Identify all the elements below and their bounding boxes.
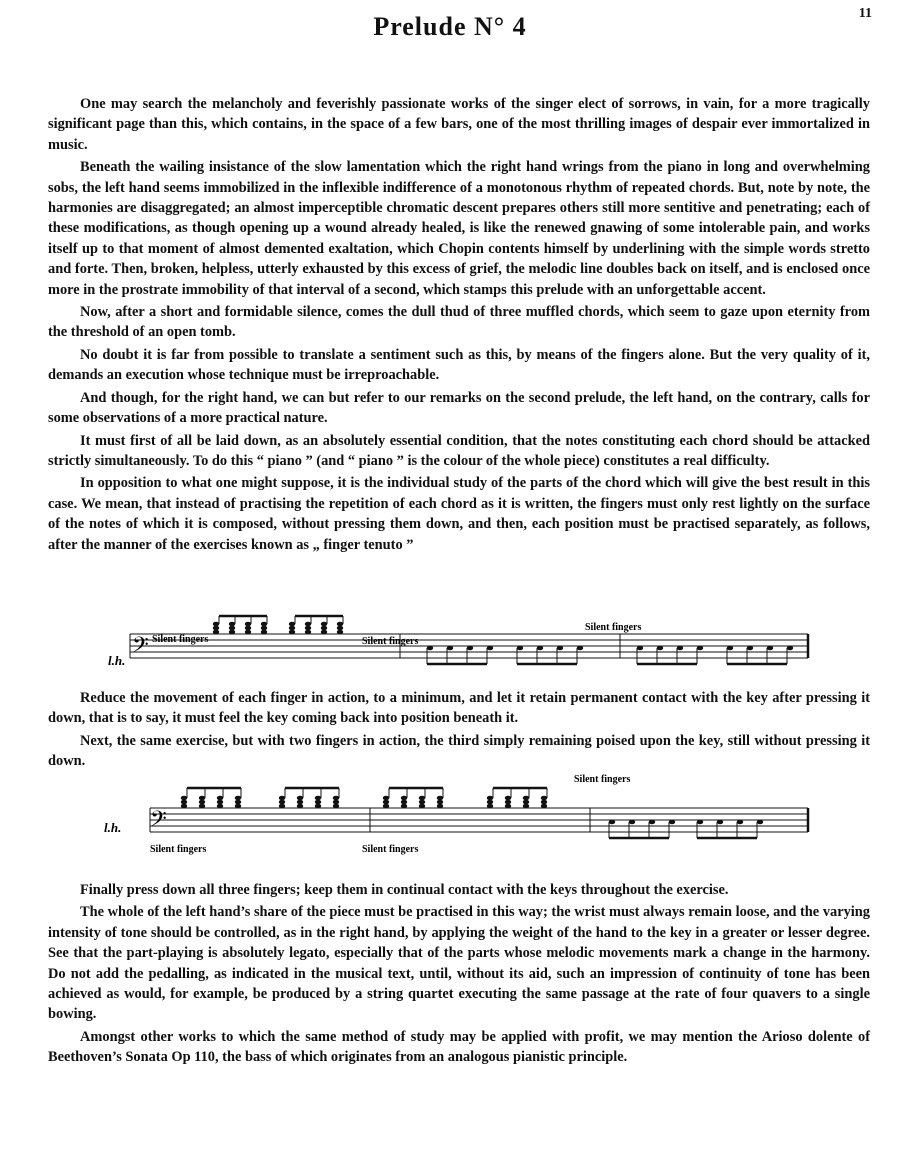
note-head-chord (181, 796, 187, 801)
note-head-chord (437, 800, 443, 805)
note-head-chord (289, 622, 295, 627)
staff-example-2 (0, 770, 900, 870)
note-head-chord (261, 622, 267, 627)
silent-label: Silent fingers (574, 774, 631, 785)
music-example-2 (0, 770, 900, 870)
note-head-chord (261, 626, 267, 631)
note-head-chord (383, 804, 389, 809)
note-head-chord (487, 804, 493, 809)
note-head-chord (305, 630, 311, 635)
note-head (787, 646, 793, 651)
note-head-chord (229, 626, 235, 631)
note-head-chord (333, 804, 339, 809)
note-head (757, 820, 763, 825)
note-head-chord (305, 626, 311, 631)
note-head (747, 646, 753, 651)
note-head-chord (333, 800, 339, 805)
silent-label: Silent fingers (362, 636, 419, 647)
note-head-chord (181, 800, 187, 805)
note-head-chord (321, 630, 327, 635)
note-head-chord (261, 630, 267, 635)
note-head (487, 646, 493, 651)
note-head-chord (315, 804, 321, 809)
note-head-chord (245, 622, 251, 627)
note-head-chord (235, 800, 241, 805)
note-head-chord (199, 796, 205, 801)
note-head-chord (217, 804, 223, 809)
note-head-chord (437, 796, 443, 801)
paragraph: The whole of the left hand’s share of the piece must be practised in this way; the wrist must always remain loose, and the varying intensity of tone should be controlled, as in the right hand, by applying the weight of the hand to the key in a greater or lesser degree. See that the part-playing is absolutely legato, especially that of the parts whose melodic movements mark a change in the harmony. Do not add the pedalling, as indicated in the musical text, until, without its aid, such an impression of continuity of tone has been achieved as would, for example, be produced by a string quartet executing the same passage at the rate of four quavers to a single bowing. (48, 904, 870, 1023)
note-head-chord (213, 630, 219, 635)
note-head-chord (181, 804, 187, 809)
hand-label: l.h. (108, 653, 126, 668)
note-head (427, 646, 433, 651)
note-head-chord (217, 800, 223, 805)
music-example-1 (0, 612, 900, 674)
note-head-chord (487, 796, 493, 801)
note-head-chord (199, 800, 205, 805)
notes-group (181, 788, 763, 838)
note-head-chord (229, 622, 235, 627)
note-head-chord (213, 626, 219, 631)
note-head-chord (213, 622, 219, 627)
note-head-chord (505, 796, 511, 801)
paragraph: It must first of all be laid down, as an absolutely essential condition, that the notes constituting each chord should be attacked strictly simultaneously. To do this “ piano ” (and “ piano ” is the colour of the whole piece) constitutes a real difficulty. (48, 432, 870, 469)
body-text-top (48, 94, 870, 557)
paragraph: Reduce the movement of each finger in action, to a minimum, and let it retain permanent contact with the key after pressing it down, that is to say, it must feel the key coming back into position beneath it. (48, 690, 870, 727)
note-head-chord (297, 804, 303, 809)
note-head-chord (541, 800, 547, 805)
note-head (637, 646, 643, 651)
note-head (657, 646, 663, 651)
note-head-chord (419, 796, 425, 801)
paragraph: Finally press down all three fingers; keep them in continual contact with the keys throughout the exercise. (80, 882, 729, 898)
staff-example-1 (0, 612, 900, 674)
note-head-chord (279, 804, 285, 809)
hand-label: l.h. (104, 820, 122, 835)
silent-label: Silent fingers (585, 622, 642, 633)
note-head-chord (297, 800, 303, 805)
body-text-bottom (48, 880, 870, 1070)
note-head-chord (315, 796, 321, 801)
note-head-chord (383, 796, 389, 801)
note-head (517, 646, 523, 651)
note-head (697, 646, 703, 651)
note-head (649, 820, 655, 825)
paragraph: No doubt it is far from possible to translate a sentiment such as this, by means of the fingers alone. But the very quality of it, demands an execution whose technique must be irreproachable. (48, 346, 870, 384)
note-head-chord (523, 800, 529, 805)
note-head-chord (383, 800, 389, 805)
note-head-chord (505, 804, 511, 809)
note-head-chord (337, 626, 343, 631)
note-head (727, 646, 733, 651)
note-head-chord (279, 796, 285, 801)
page-title: Prelude N° 4 (373, 12, 527, 41)
note-head-chord (289, 630, 295, 635)
silent-label: Silent fingers (152, 634, 209, 645)
note-head-chord (321, 622, 327, 627)
paragraph: Beneath the wailing insistance of the slow lamentation which the right hand wrings from the piano in long and overwhelming sobs, the left hand seems immobilized in the inflexible indifference of a monotonous rhythm of repeated chords. But, note by note, the harmonies are disaggregated; an almost imperceptible chromatic descent prepares others still more sentitive and penetrating; each of these modifications, as though opening up a wound already healed, is like the renewed gnawing of some intolerable pain, and works itself up to that moment of almost demented exaltation, which Chopin contents himself by underlining with the simple words stretto and forte. Then, broken, helpless, utterly exhausted by this excess of grief, the melodic line doubles back on itself, and is enclosed once more in the prostrate immobility of that interval of a second, which stamps this prelude with an unforgettable accent. (48, 159, 870, 298)
note-head (557, 646, 563, 651)
note-head-chord (541, 804, 547, 809)
note-head (577, 646, 583, 651)
silent-label: Silent fingers (150, 844, 207, 855)
note-head-chord (229, 630, 235, 635)
note-head-chord (401, 804, 407, 809)
note-head-chord (315, 800, 321, 805)
note-head-chord (235, 796, 241, 801)
bass-clef-icon: 𝄢 (132, 633, 149, 663)
body-text-middle (48, 688, 870, 774)
note-head (697, 820, 703, 825)
note-head-chord (437, 804, 443, 809)
note-head (737, 820, 743, 825)
note-head-chord (305, 622, 311, 627)
note-head (669, 820, 675, 825)
note-head-chord (487, 800, 493, 805)
paragraph: Amongst other works to which the same method of study may be applied with profit, we may mention the Arioso dolente of Beethoven’s Sonata Op 110, the bass of which originates from an analogous pianistic principle. (48, 1028, 870, 1066)
note-head-chord (333, 796, 339, 801)
note-head-chord (523, 804, 529, 809)
note-head (447, 646, 453, 651)
note-head (717, 820, 723, 825)
paragraph: One may search the melancholy and feverishly passionate works of the singer elect of sorrows, in vain, for a more tragically significant page than this, which contains, in the space of a few bars, one of the most thrilling images of despair ever immortalized in music. (48, 96, 870, 153)
note-head-chord (321, 626, 327, 631)
paragraph: Now, after a short and formidable silence, comes the dull thud of three muffled chords, which seem to gaze upon eternity from the threshold of an open tomb. (48, 304, 870, 341)
note-head-chord (199, 804, 205, 809)
note-head (537, 646, 543, 651)
note-head-chord (401, 796, 407, 801)
note-head-chord (245, 626, 251, 631)
note-head-chord (337, 630, 343, 635)
note-head-chord (235, 804, 241, 809)
note-head-chord (337, 622, 343, 627)
note-head-chord (217, 796, 223, 801)
note-head-chord (419, 800, 425, 805)
note-head (467, 646, 473, 651)
note-head-chord (289, 626, 295, 631)
note-head-chord (419, 804, 425, 809)
silent-label: Silent fingers (362, 844, 419, 855)
note-head (677, 646, 683, 651)
bass-clef-icon: 𝄢 (150, 807, 167, 837)
page-number: 11 (858, 6, 872, 21)
note-head-chord (505, 800, 511, 805)
paragraph: In opposition to what one might suppose, it is the individual study of the parts of the chord which will give the best result in this case. We mean, that instead of practising the repetition of each chord as it is written, the fingers must only rest lightly on the surface of the notes of which it is composed, without pressing them down, and then, each position must be practised separately, as follows, after the manner of the exercises known as „ finger tenuto ” (48, 475, 870, 553)
note-head-chord (245, 630, 251, 635)
note-head-chord (297, 796, 303, 801)
note-head-chord (523, 796, 529, 801)
note-head (609, 820, 615, 825)
note-head (629, 820, 635, 825)
paragraph: Next, the same exercise, but with two fingers in action, the third simply remaining poised upon the key, still without pressing it down. (48, 732, 870, 770)
note-head (767, 646, 773, 651)
note-head-chord (401, 800, 407, 805)
note-head-chord (279, 800, 285, 805)
paragraph: And though, for the right hand, we can but refer to our remarks on the second prelude, the left hand, on the contrary, calls for some observations of a more practical nature. (48, 389, 870, 427)
note-head-chord (541, 796, 547, 801)
